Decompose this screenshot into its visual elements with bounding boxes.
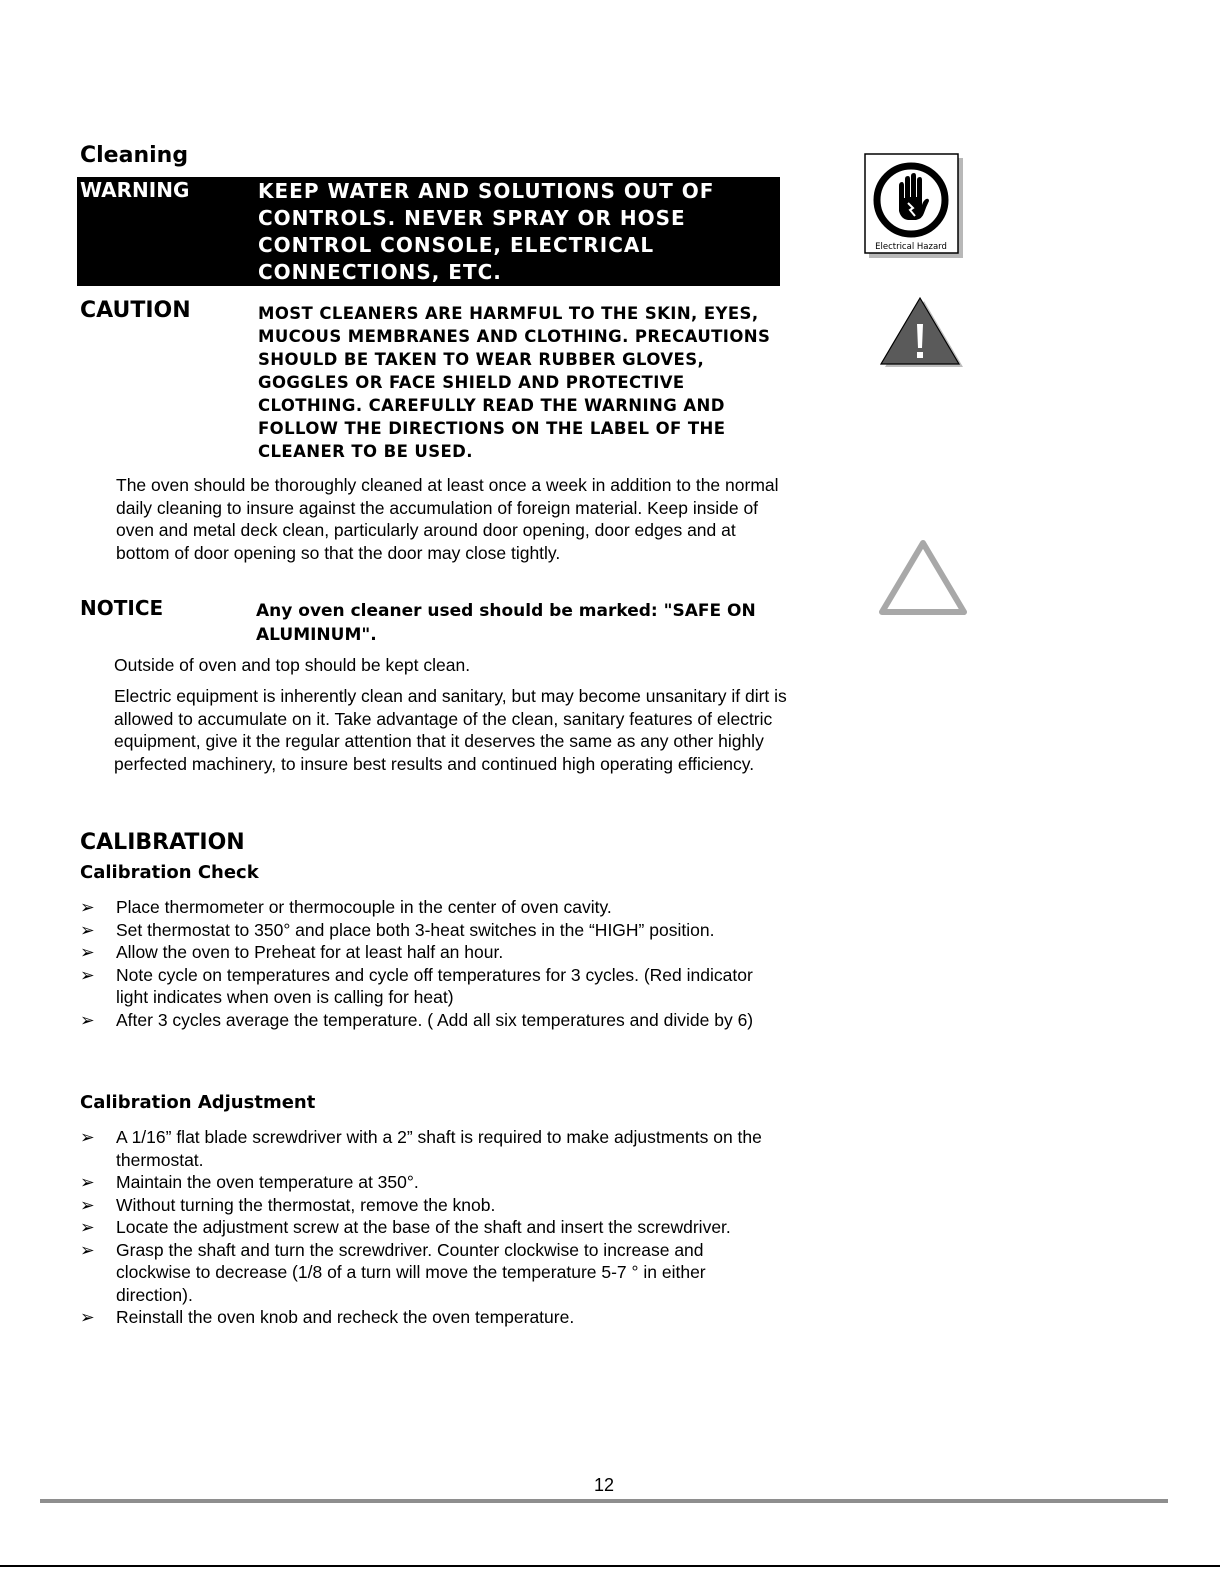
list-item-text: Without turning the thermostat, remove the knob. <box>116 1194 496 1215</box>
notice-label: NOTICE <box>80 596 164 620</box>
caution-label: CAUTION <box>80 298 191 323</box>
list-item-text: Maintain the oven temperature at 350°. <box>116 1172 419 1192</box>
list-item <box>80 964 780 1009</box>
list-item-text: Reinstall the oven knob and recheck the oven temperature. <box>116 1307 575 1327</box>
electrical-hazard-icon <box>864 153 964 259</box>
warning-text: KEEP WATER AND SOLUTIONS OUT OF CONTROLS. NEVER SPRAY OR HOSE CONTROL CONSOLE, ELECTRICAL CONNECTIONS, ETC. <box>258 179 715 284</box>
bullet-arrow-icon: ➢ <box>80 942 95 962</box>
cleaning-paragraph-weekly: The oven should be thoroughly cleaned at least once a week in addition to the normal daily cleaning to insure against the accumulation of foreign material. Keep inside of oven and metal deck clean, particularly around door opening, door edges and at bottom of door opening so that the door may close tightly. <box>116 475 779 563</box>
bullet-arrow-icon: ➢ <box>80 1194 95 1215</box>
cleaning-paragraph-sanitary: Electric equipment is inherently clean and sanitary, but may become unsanitary if dirt is allowed to accumulate on it. Take advantage of the clean, sanitary features of electric equipment, give it the regular attention that it deserves the same as any other highly perfected machinery, to insure best results and continued high operating efficiency. <box>114 686 787 774</box>
outline-triangle-icon <box>878 538 970 618</box>
list-item <box>80 1171 780 1194</box>
list-item-text: A 1/16” flat blade screwdriver with a 2” shaft is required to make adjustments on the thermostat. <box>116 1127 762 1170</box>
warning-box <box>77 177 780 286</box>
calibration-heading: CALIBRATION <box>80 830 245 855</box>
list-item-text: Grasp the shaft and turn the screwdriver. Counter clockwise to increase and clockwise to decrease (1/8 of a turn will move the temperature 5-7 ° in either direction). <box>116 1239 706 1305</box>
list-item <box>80 1126 780 1171</box>
bullet-arrow-icon: ➢ <box>80 919 95 940</box>
calibration-check-list <box>80 896 780 1031</box>
calibration-adjustment-heading: Calibration Adjustment <box>80 1092 316 1113</box>
cleaning-heading: Cleaning <box>80 143 189 168</box>
footer-rule <box>40 1499 1168 1503</box>
list-item <box>80 1306 780 1329</box>
list-item <box>80 1239 780 1307</box>
list-item <box>80 1194 780 1217</box>
bullet-arrow-icon: ➢ <box>80 897 95 917</box>
warning-label: WARNING <box>80 178 190 202</box>
list-item <box>80 919 780 942</box>
bullet-arrow-icon: ➢ <box>80 1307 95 1327</box>
electrical-hazard-caption: Electrical Hazard <box>875 242 947 252</box>
exclamation-triangle-icon <box>878 296 964 368</box>
bullet-arrow-icon: ➢ <box>80 964 95 985</box>
page-number: 12 <box>593 1475 615 1495</box>
page-bottom-edge <box>0 1565 1220 1567</box>
cleaning-paragraph-outside: Outside of oven and top should be kept clean. <box>114 655 471 675</box>
list-item-text: Allow the oven to Preheat for at least half an hour. <box>116 942 504 962</box>
list-item-text: Note cycle on temperatures and cycle off temperatures for 3 cycles. (Red indicator light indicates when oven is calling for heat) <box>116 964 753 1007</box>
bullet-arrow-icon: ➢ <box>80 1239 95 1260</box>
bullet-arrow-icon: ➢ <box>80 1009 95 1030</box>
caution-text: MOST CLEANERS ARE HARMFUL TO THE SKIN, EYES, MUCOUS MEMBRANES AND CLOTHING. PRECAUTIONS SHOULD BE TAKEN TO WEAR RUBBER GLOVES, GOGGLES OR FACE SHIELD AND PROTECTIVE CLOTHING. CAREFULLY READ THE WARNING AND FOLLOW THE DIRECTIONS ON THE LABEL OF THE CLEANER TO BE USED. <box>258 304 771 461</box>
list-item <box>80 1216 780 1239</box>
list-item-text: Place thermometer or thermocouple in the center of oven cavity. <box>116 897 612 917</box>
calibration-check-heading: Calibration Check <box>80 862 259 883</box>
list-item <box>80 1009 780 1032</box>
bullet-arrow-icon: ➢ <box>80 1127 95 1147</box>
list-item-text: Set thermostat to 350° and place both 3-heat switches in the “HIGH” position. <box>116 919 715 940</box>
list-item-text: After 3 cycles average the temperature. ( Add all six temperatures and divide by 6) <box>116 1009 754 1030</box>
list-item-text: Locate the adjustment screw at the base of the shaft and insert the screwdriver. <box>116 1217 731 1237</box>
notice-text: Any oven cleaner used should be marked: "SAFE ON ALUMINUM". <box>256 601 756 645</box>
bullet-arrow-icon: ➢ <box>80 1172 95 1192</box>
calibration-adjustment-list <box>80 1126 780 1329</box>
list-item <box>80 896 780 919</box>
list-item <box>80 941 780 964</box>
bullet-arrow-icon: ➢ <box>80 1217 95 1237</box>
